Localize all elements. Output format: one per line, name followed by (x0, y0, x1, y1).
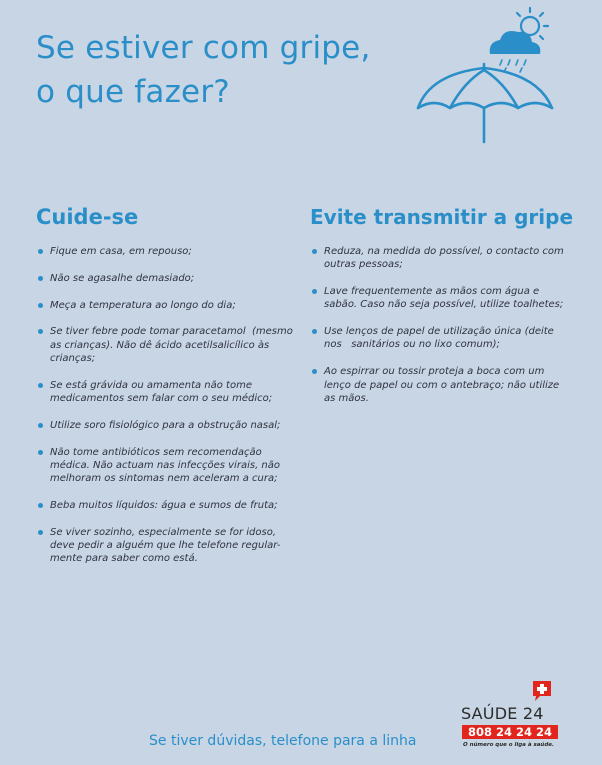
title-line-2: o que fazer? (36, 74, 230, 110)
title-line-1: Se estiver com gripe, (36, 30, 371, 66)
list-item-line: crianças; (50, 352, 96, 364)
list-item-line: médica. Não actuam nas infecções virais, não (50, 459, 281, 471)
list-item-line: outras pessoas; (324, 259, 403, 271)
list-item-line: Reduza, na medida do possível, o contacto com (324, 246, 564, 257)
list-item-line: Fique em casa, em repouso; (50, 246, 192, 257)
list-item (36, 446, 298, 486)
logo-tagline: O número que o liga à saúde. (463, 742, 555, 748)
bullet-icon (38, 503, 43, 508)
left-column (36, 205, 298, 579)
right-heading: Evite transmitir a gripe (310, 205, 574, 229)
list-item (36, 379, 298, 406)
saude24-cross-icon (530, 678, 554, 702)
right-advice-list (310, 245, 572, 405)
list-item-line: Se está grávida ou amamenta não tome (50, 379, 252, 391)
list-item-line: deve pedir a alguém que lhe telefone regular- (50, 540, 281, 552)
list-item-line: Use lenços de papel de utilização única (deite (324, 326, 554, 338)
list-item-line: sabão. Caso não seja possível, utilize toalhetes; (324, 299, 564, 311)
list-item-line: Ao espirrar ou tossir proteja a boca com um (324, 366, 545, 378)
list-item-line: Meça a temperatura ao longo do dia; (50, 299, 236, 311)
list-item-line: Utilize soro fisiológico para a obstrução nasal; (50, 419, 281, 431)
bullet-icon (38, 383, 43, 388)
bullet-icon (38, 249, 43, 254)
saude24-logo (460, 678, 600, 765)
list-item (310, 365, 572, 405)
list-item-line: Se tiver febre pode tomar paracetamol (mesmo (50, 326, 293, 338)
list-item (36, 245, 298, 258)
list-item (36, 499, 298, 512)
left-heading: Cuide-se (36, 205, 139, 229)
list-item-line: Beba muitos líquidos: água e sumos de fruta; (50, 500, 278, 512)
list-item-line: lenço de papel ou com o antebraço; não utilize (324, 379, 560, 391)
bullet-icon (312, 369, 317, 374)
bullet-icon (312, 289, 317, 294)
list-item-line: as crianças). Não dê ácido acetilsalicílico às (50, 339, 270, 351)
list-item-line: nos sanitários ou no lixo comum); (324, 339, 500, 351)
list-item (310, 245, 572, 272)
list-item-line: medicamentos sem falar com o seu médico; (50, 393, 273, 405)
bullet-icon (38, 329, 43, 334)
bullet-icon (38, 276, 43, 281)
bullet-icon (38, 423, 43, 428)
list-item-line: Se viver sozinho, especialmente se for idoso, (50, 526, 276, 538)
list-item (36, 325, 298, 365)
bullet-icon (38, 530, 43, 535)
bullet-icon (312, 329, 317, 334)
page-title (36, 26, 371, 114)
list-item (36, 419, 298, 432)
list-item-line: Lave frequentemente as mãos com água e (324, 286, 540, 298)
left-advice-list (36, 245, 298, 566)
list-item (36, 299, 298, 312)
list-item (310, 325, 572, 352)
list-item (310, 285, 572, 312)
bullet-icon (38, 303, 43, 308)
right-column (310, 205, 572, 419)
bullet-icon (38, 450, 43, 455)
logo-brand: SAÚDE 24 (461, 704, 544, 723)
list-item-line: Não se agasalhe demasiado; (50, 272, 195, 284)
umbrella-weather-icon (410, 2, 560, 152)
footer-text: Se tiver dúvidas, telefone para a linha (149, 733, 417, 749)
list-item-line: mente para saber como está. (50, 553, 198, 565)
list-item (36, 526, 298, 566)
logo-phone-number: 808 24 24 24 (462, 725, 558, 739)
bullet-icon (312, 249, 317, 254)
list-item-line: Não tome antibióticos sem recomendação (50, 446, 262, 458)
list-item-line: as mãos. (324, 392, 369, 404)
list-item (36, 272, 298, 285)
list-item-line: melhoram os sintomas nem aceleram a cura; (50, 473, 278, 485)
